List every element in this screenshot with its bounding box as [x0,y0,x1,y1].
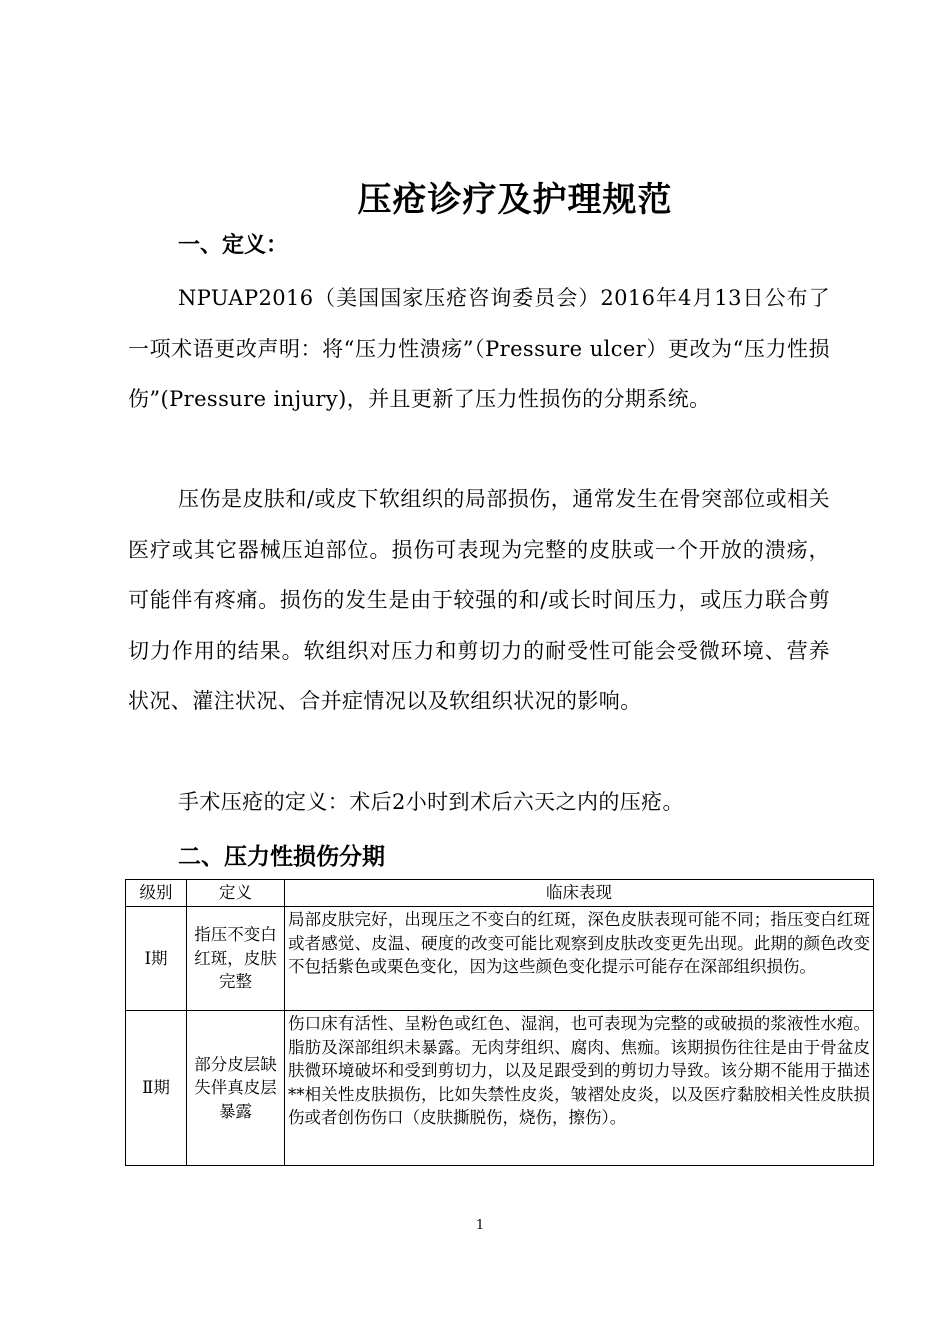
table-row [126,907,874,1011]
header-definition: 定义 [187,880,285,907]
table-row [126,1011,874,1166]
paragraph-pressure-injury-definition: 压伤是皮肤和/或皮下软组织的局部损伤，通常发生在骨突部位或相关医疗或其它器械压迫部位。损伤可表现为完整的皮肤或一个开放的溃疡，可能伴有疼痛。损伤的发生是由于较强的和/或长时间压力，或压力联合剪切力作用的结果。软组织对压力和剪切力的耐受性可能会受微环境、营养状况、灌注状况、合并症情况以及软组织状况的影响。 [128,487,830,713]
cell-definition: 指压不变白红斑，皮肤完整 [187,907,285,1011]
header-clinical-manifestation: 临床表现 [285,880,874,907]
cell-definition: 部分皮层缺失伴真皮层暴露 [187,1011,285,1166]
cell-level: Ⅱ期 [126,1011,187,1166]
table-header-row [126,880,874,907]
header-level: 级别 [126,880,187,907]
paragraph-surgical-pressure-injury: 手术压疮的定义：术后2小时到术后六天之内的压疮。 [178,790,684,814]
document-title: 压疮诊疗及护理规范 [357,180,673,220]
section-heading-definition: 一、定义： [178,233,289,258]
staging-table [125,879,874,1166]
paragraph-npuap-statement: NPUAP2016（美国国家压疮咨询委员会）2016年4月13日公布了一项术语更改声明：将“压力性溃疡”（Pressure ulcer）更改为“压力性损伤”(Pressure injury)，并且更新了压力性损伤的分期系统。 [128,286,830,411]
cell-description: 伤口床有活性、呈粉色或红色、湿润，也可表现为完整的或破损的浆液性水疱。脂肪及深部组织未暴露。无肉芽组织、腐肉、焦痂。该期损伤往往是由于骨盆皮肤微环境破坏和受到剪切力，以及足跟受到的剪切力导致。该分期不能用于描述**相关性皮肤损伤，比如失禁性皮炎，皱褶处皮炎，以及医疗黏胶相关性皮肤损伤或者创伤伤口（皮肤撕脱伤，烧伤，擦伤）。 [285,1011,874,1166]
cell-level: Ⅰ期 [126,907,187,1011]
cell-description: 局部皮肤完好，出现压之不变白的红斑，深色皮肤表现可能不同；指压变白红斑或者感觉、皮温、硬度的改变可能比观察到皮肤改变更先出现。此期的颜色改变不包括紫色或栗色变化，因为这些颜色变化提示可能存在深部组织损伤。 [285,907,874,1011]
section-heading-staging: 二、压力性损伤分期 [178,844,385,870]
page-number: 1 [475,1218,485,1233]
